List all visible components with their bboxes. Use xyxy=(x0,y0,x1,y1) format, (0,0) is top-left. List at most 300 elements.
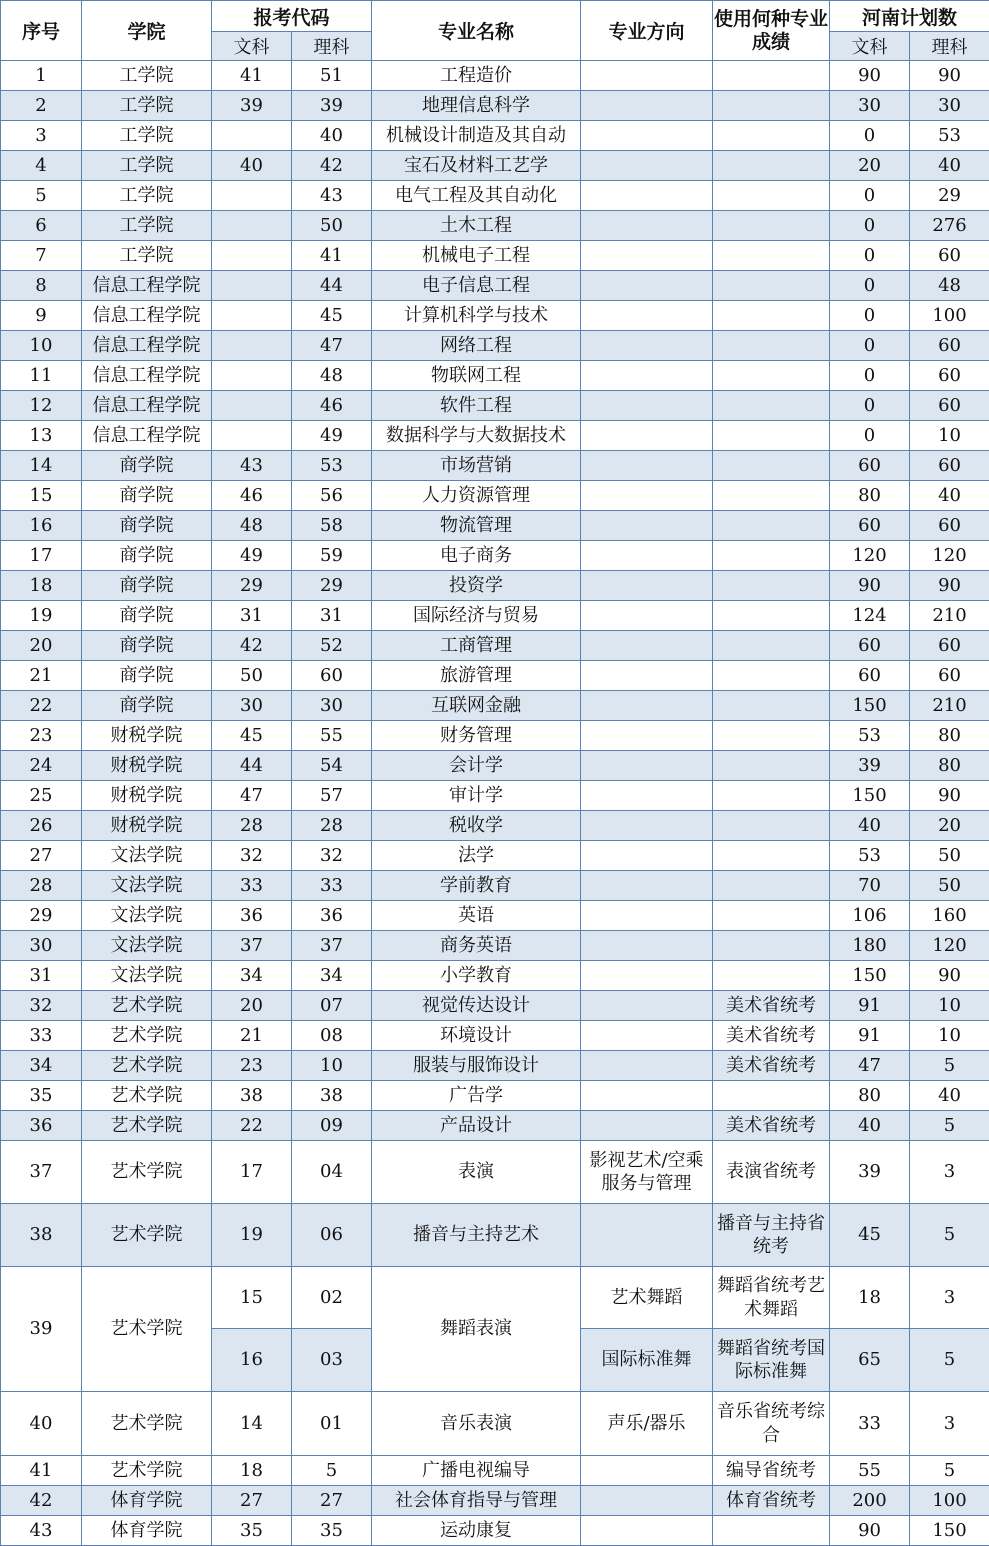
cell-plan-liberal: 0 xyxy=(830,211,910,241)
header-college: 学院 xyxy=(82,1,212,61)
cell-college: 信息工程学院 xyxy=(82,271,212,301)
cell-plan-science: 30 xyxy=(910,91,989,121)
cell-major: 市场营销 xyxy=(372,451,581,481)
cell-plan-liberal: 30 xyxy=(830,91,910,121)
cell-code-science: 03 xyxy=(292,1329,372,1392)
cell-plan-science: 210 xyxy=(910,601,989,631)
cell-plan-liberal: 0 xyxy=(830,391,910,421)
cell-code-liberal: 42 xyxy=(212,631,292,661)
cell-score-type xyxy=(713,901,830,931)
cell-direction xyxy=(581,541,713,571)
cell-major: 工商管理 xyxy=(372,631,581,661)
cell-plan-science: 60 xyxy=(910,511,989,541)
cell-seq: 39 xyxy=(1,1267,82,1392)
table-row xyxy=(1,1486,989,1516)
cell-code-liberal: 46 xyxy=(212,481,292,511)
cell-seq: 12 xyxy=(1,391,82,421)
cell-plan-liberal: 53 xyxy=(830,841,910,871)
cell-major: 小学教育 xyxy=(372,961,581,991)
cell-seq: 23 xyxy=(1,721,82,751)
cell-code-science: 10 xyxy=(292,1051,372,1081)
cell-code-science: 55 xyxy=(292,721,372,751)
cell-score-type xyxy=(713,541,830,571)
cell-major: 财务管理 xyxy=(372,721,581,751)
cell-seq: 42 xyxy=(1,1486,82,1516)
cell-seq: 35 xyxy=(1,1081,82,1111)
cell-plan-science: 100 xyxy=(910,1486,989,1516)
cell-college: 财税学院 xyxy=(82,811,212,841)
cell-code-liberal: 44 xyxy=(212,751,292,781)
table-row xyxy=(1,841,989,871)
cell-seq: 27 xyxy=(1,841,82,871)
cell-code-liberal xyxy=(212,121,292,151)
cell-seq: 1 xyxy=(1,61,82,91)
cell-score-type xyxy=(713,661,830,691)
table-row xyxy=(1,1204,989,1267)
table-row xyxy=(1,481,989,511)
cell-code-science: 58 xyxy=(292,511,372,541)
cell-code-liberal: 28 xyxy=(212,811,292,841)
cell-seq: 17 xyxy=(1,541,82,571)
table-row xyxy=(1,961,989,991)
cell-plan-liberal: 80 xyxy=(830,481,910,511)
cell-direction xyxy=(581,1111,713,1141)
table-row xyxy=(1,1516,989,1546)
cell-code-liberal: 29 xyxy=(212,571,292,601)
cell-major: 电子信息工程 xyxy=(372,271,581,301)
table-row xyxy=(1,631,989,661)
cell-seq: 28 xyxy=(1,871,82,901)
cell-direction xyxy=(581,841,713,871)
cell-direction xyxy=(581,871,713,901)
cell-score-type: 体育省统考 xyxy=(713,1486,830,1516)
cell-code-science: 35 xyxy=(292,1516,372,1546)
cell-seq: 33 xyxy=(1,1021,82,1051)
table-row xyxy=(1,811,989,841)
cell-score-type xyxy=(713,961,830,991)
cell-code-science: 29 xyxy=(292,571,372,601)
cell-major: 社会体育指导与管理 xyxy=(372,1486,581,1516)
cell-direction xyxy=(581,631,713,661)
cell-code-science: 46 xyxy=(292,391,372,421)
cell-score-type xyxy=(713,481,830,511)
cell-code-liberal: 36 xyxy=(212,901,292,931)
cell-code-liberal: 40 xyxy=(212,151,292,181)
cell-plan-liberal: 70 xyxy=(830,871,910,901)
cell-plan-science: 10 xyxy=(910,421,989,451)
cell-seq: 15 xyxy=(1,481,82,511)
cell-direction xyxy=(581,991,713,1021)
cell-direction xyxy=(581,421,713,451)
cell-direction xyxy=(581,1204,713,1267)
cell-direction xyxy=(581,481,713,511)
cell-direction xyxy=(581,1486,713,1516)
cell-college: 艺术学院 xyxy=(82,1204,212,1267)
cell-plan-science: 60 xyxy=(910,361,989,391)
cell-major: 产品设计 xyxy=(372,1111,581,1141)
cell-seq: 7 xyxy=(1,241,82,271)
cell-seq: 16 xyxy=(1,511,82,541)
cell-college: 工学院 xyxy=(82,211,212,241)
header-plan-group: 河南计划数 xyxy=(830,1,989,32)
table-row xyxy=(1,61,989,91)
table-row xyxy=(1,931,989,961)
cell-code-liberal: 18 xyxy=(212,1456,292,1486)
cell-direction xyxy=(581,91,713,121)
cell-college: 信息工程学院 xyxy=(82,361,212,391)
table-row xyxy=(1,451,989,481)
cell-direction xyxy=(581,211,713,241)
table-body xyxy=(1,61,989,1141)
cell-college: 商学院 xyxy=(82,601,212,631)
cell-direction: 声乐/器乐 xyxy=(581,1392,713,1456)
cell-score-type xyxy=(713,1081,830,1111)
table-row xyxy=(1,91,989,121)
cell-direction xyxy=(581,121,713,151)
cell-college: 艺术学院 xyxy=(82,1267,212,1392)
cell-code-science: 52 xyxy=(292,631,372,661)
cell-plan-liberal: 0 xyxy=(830,421,910,451)
cell-college: 商学院 xyxy=(82,511,212,541)
header-code-liberal: 文科 xyxy=(212,32,292,61)
table-row xyxy=(1,1456,989,1486)
cell-seq: 8 xyxy=(1,271,82,301)
table-row xyxy=(1,1081,989,1111)
table-row xyxy=(1,211,989,241)
cell-score-type xyxy=(713,61,830,91)
cell-seq: 11 xyxy=(1,361,82,391)
cell-code-science: 36 xyxy=(292,901,372,931)
cell-code-science: 30 xyxy=(292,691,372,721)
cell-code-liberal: 43 xyxy=(212,451,292,481)
cell-code-liberal: 50 xyxy=(212,661,292,691)
cell-plan-liberal: 39 xyxy=(830,1141,910,1204)
cell-plan-science: 3 xyxy=(910,1392,989,1456)
cell-plan-science: 10 xyxy=(910,1021,989,1051)
cell-score-type xyxy=(713,721,830,751)
cell-major: 软件工程 xyxy=(372,391,581,421)
cell-plan-liberal: 120 xyxy=(830,541,910,571)
cell-major: 互联网金融 xyxy=(372,691,581,721)
cell-major: 学前教育 xyxy=(372,871,581,901)
cell-plan-science: 60 xyxy=(910,331,989,361)
cell-college: 商学院 xyxy=(82,571,212,601)
cell-score-type xyxy=(713,511,830,541)
cell-major: 物联网工程 xyxy=(372,361,581,391)
cell-plan-science: 210 xyxy=(910,691,989,721)
cell-direction xyxy=(581,391,713,421)
cell-code-science: 57 xyxy=(292,781,372,811)
cell-direction xyxy=(581,511,713,541)
cell-code-science: 56 xyxy=(292,481,372,511)
cell-plan-science: 90 xyxy=(910,61,989,91)
cell-direction xyxy=(581,1081,713,1111)
cell-direction xyxy=(581,931,713,961)
cell-seq: 10 xyxy=(1,331,82,361)
cell-seq: 34 xyxy=(1,1051,82,1081)
cell-code-science: 32 xyxy=(292,841,372,871)
cell-seq: 43 xyxy=(1,1516,82,1546)
cell-code-science: 27 xyxy=(292,1486,372,1516)
cell-score-type xyxy=(713,361,830,391)
cell-seq: 24 xyxy=(1,751,82,781)
table-row xyxy=(1,571,989,601)
cell-direction xyxy=(581,1051,713,1081)
cell-plan-science: 60 xyxy=(910,661,989,691)
cell-plan-liberal: 150 xyxy=(830,781,910,811)
cell-score-type xyxy=(713,931,830,961)
cell-code-liberal: 30 xyxy=(212,691,292,721)
cell-direction xyxy=(581,241,713,271)
cell-direction: 国际标准舞 xyxy=(581,1329,713,1392)
cell-college: 艺术学院 xyxy=(82,1141,212,1204)
cell-seq: 6 xyxy=(1,211,82,241)
cell-direction xyxy=(581,751,713,781)
cell-code-science: 37 xyxy=(292,931,372,961)
cell-plan-liberal: 150 xyxy=(830,691,910,721)
cell-plan-science: 53 xyxy=(910,121,989,151)
cell-seq: 40 xyxy=(1,1392,82,1456)
cell-seq: 21 xyxy=(1,661,82,691)
cell-major: 机械设计制造及其自动 xyxy=(372,121,581,151)
cell-plan-liberal: 124 xyxy=(830,601,910,631)
cell-major: 环境设计 xyxy=(372,1021,581,1051)
cell-plan-liberal: 0 xyxy=(830,331,910,361)
cell-plan-science: 60 xyxy=(910,391,989,421)
table-row xyxy=(1,361,989,391)
cell-college: 文法学院 xyxy=(82,931,212,961)
table-row xyxy=(1,601,989,631)
cell-major: 英语 xyxy=(372,901,581,931)
cell-college: 信息工程学院 xyxy=(82,391,212,421)
cell-code-science: 49 xyxy=(292,421,372,451)
cell-major: 计算机科学与技术 xyxy=(372,301,581,331)
cell-major: 工程造价 xyxy=(372,61,581,91)
header-code-science: 理科 xyxy=(292,32,372,61)
cell-college: 文法学院 xyxy=(82,901,212,931)
cell-college: 财税学院 xyxy=(82,751,212,781)
cell-plan-science: 5 xyxy=(910,1329,989,1392)
cell-major: 土木工程 xyxy=(372,211,581,241)
cell-code-liberal: 19 xyxy=(212,1204,292,1267)
cell-plan-liberal: 47 xyxy=(830,1051,910,1081)
cell-code-liberal xyxy=(212,241,292,271)
cell-code-liberal xyxy=(212,211,292,241)
header-score-type: 使用何种专业成绩 xyxy=(713,1,830,61)
cell-score-type xyxy=(713,691,830,721)
cell-major: 旅游管理 xyxy=(372,661,581,691)
cell-code-science: 33 xyxy=(292,871,372,901)
cell-direction xyxy=(581,451,713,481)
table-row xyxy=(1,991,989,1021)
cell-college: 体育学院 xyxy=(82,1516,212,1546)
cell-seq: 29 xyxy=(1,901,82,931)
cell-code-liberal xyxy=(212,361,292,391)
cell-college: 体育学院 xyxy=(82,1486,212,1516)
table-row xyxy=(1,421,989,451)
cell-code-science: 01 xyxy=(292,1392,372,1456)
header-code-group: 报考代码 xyxy=(212,1,372,32)
cell-plan-science: 60 xyxy=(910,241,989,271)
table-row xyxy=(1,301,989,331)
cell-score-type xyxy=(713,91,830,121)
cell-plan-science: 40 xyxy=(910,481,989,511)
cell-plan-science: 40 xyxy=(910,1081,989,1111)
table-row xyxy=(1,241,989,271)
cell-code-science: 09 xyxy=(292,1111,372,1141)
cell-plan-liberal: 53 xyxy=(830,721,910,751)
table-row xyxy=(1,181,989,211)
cell-score-type xyxy=(713,301,830,331)
table-row xyxy=(1,511,989,541)
cell-major: 商务英语 xyxy=(372,931,581,961)
cell-college: 商学院 xyxy=(82,691,212,721)
table-row xyxy=(1,1141,989,1204)
cell-score-type xyxy=(713,331,830,361)
cell-plan-liberal: 0 xyxy=(830,301,910,331)
cell-major: 音乐表演 xyxy=(372,1392,581,1456)
cell-college: 商学院 xyxy=(82,541,212,571)
cell-code-science: 54 xyxy=(292,751,372,781)
cell-direction xyxy=(581,361,713,391)
cell-plan-science: 160 xyxy=(910,901,989,931)
cell-major: 物流管理 xyxy=(372,511,581,541)
table-row xyxy=(1,901,989,931)
cell-college: 艺术学院 xyxy=(82,1456,212,1486)
cell-college: 商学院 xyxy=(82,631,212,661)
cell-plan-science: 120 xyxy=(910,931,989,961)
cell-plan-science: 90 xyxy=(910,781,989,811)
cell-direction xyxy=(581,811,713,841)
cell-plan-science: 100 xyxy=(910,301,989,331)
cell-major: 舞蹈表演 xyxy=(372,1267,581,1392)
cell-seq: 26 xyxy=(1,811,82,841)
cell-plan-liberal: 0 xyxy=(830,361,910,391)
cell-direction xyxy=(581,1456,713,1486)
cell-score-type xyxy=(713,181,830,211)
cell-plan-liberal: 60 xyxy=(830,511,910,541)
cell-code-liberal: 20 xyxy=(212,991,292,1021)
cell-score-type xyxy=(713,421,830,451)
table-row xyxy=(1,871,989,901)
cell-plan-liberal: 60 xyxy=(830,451,910,481)
cell-code-liberal xyxy=(212,271,292,301)
cell-score-type xyxy=(713,601,830,631)
cell-major: 播音与主持艺术 xyxy=(372,1204,581,1267)
cell-code-science: 43 xyxy=(292,181,372,211)
cell-score-type xyxy=(713,151,830,181)
cell-college: 工学院 xyxy=(82,181,212,211)
table-row xyxy=(1,1111,989,1141)
header-plan-liberal: 文科 xyxy=(830,32,910,61)
cell-college: 信息工程学院 xyxy=(82,421,212,451)
cell-code-liberal: 37 xyxy=(212,931,292,961)
cell-seq: 19 xyxy=(1,601,82,631)
cell-score-type xyxy=(713,751,830,781)
cell-plan-liberal: 180 xyxy=(830,931,910,961)
cell-major: 电气工程及其自动化 xyxy=(372,181,581,211)
cell-code-liberal: 38 xyxy=(212,1081,292,1111)
cell-code-science: 50 xyxy=(292,211,372,241)
cell-score-type: 美术省统考 xyxy=(713,991,830,1021)
table-row xyxy=(1,1051,989,1081)
cell-score-type xyxy=(713,871,830,901)
cell-code-liberal: 16 xyxy=(212,1329,292,1392)
cell-code-liberal: 41 xyxy=(212,61,292,91)
cell-direction xyxy=(581,61,713,91)
cell-plan-science: 150 xyxy=(910,1516,989,1546)
cell-plan-liberal: 150 xyxy=(830,961,910,991)
cell-plan-liberal: 18 xyxy=(830,1267,910,1329)
cell-code-liberal: 14 xyxy=(212,1392,292,1456)
cell-code-liberal: 35 xyxy=(212,1516,292,1546)
cell-plan-liberal: 0 xyxy=(830,181,910,211)
cell-plan-liberal: 200 xyxy=(830,1486,910,1516)
cell-direction xyxy=(581,1021,713,1051)
table-body-special xyxy=(1,1141,989,1456)
cell-college: 商学院 xyxy=(82,661,212,691)
cell-plan-liberal: 0 xyxy=(830,121,910,151)
cell-code-liberal xyxy=(212,391,292,421)
cell-major: 人力资源管理 xyxy=(372,481,581,511)
cell-code-liberal xyxy=(212,181,292,211)
cell-major: 地理信息科学 xyxy=(372,91,581,121)
cell-seq: 18 xyxy=(1,571,82,601)
cell-code-science: 44 xyxy=(292,271,372,301)
cell-code-liberal: 33 xyxy=(212,871,292,901)
cell-plan-liberal: 0 xyxy=(830,241,910,271)
cell-code-science: 31 xyxy=(292,601,372,631)
cell-major: 国际经济与贸易 xyxy=(372,601,581,631)
cell-seq: 41 xyxy=(1,1456,82,1486)
cell-plan-science: 60 xyxy=(910,631,989,661)
cell-score-type xyxy=(713,121,830,151)
cell-seq: 5 xyxy=(1,181,82,211)
cell-plan-science: 90 xyxy=(910,571,989,601)
cell-code-liberal: 17 xyxy=(212,1141,292,1204)
cell-major: 数据科学与大数据技术 xyxy=(372,421,581,451)
cell-score-type xyxy=(713,631,830,661)
cell-direction xyxy=(581,781,713,811)
cell-plan-liberal: 60 xyxy=(830,661,910,691)
cell-seq: 38 xyxy=(1,1204,82,1267)
cell-plan-liberal: 40 xyxy=(830,811,910,841)
header-seq: 序号 xyxy=(1,1,82,61)
cell-code-liberal: 34 xyxy=(212,961,292,991)
cell-major: 视觉传达设计 xyxy=(372,991,581,1021)
cell-code-science: 5 xyxy=(292,1456,372,1486)
cell-major: 表演 xyxy=(372,1141,581,1204)
cell-college: 工学院 xyxy=(82,61,212,91)
cell-seq: 36 xyxy=(1,1111,82,1141)
cell-code-liberal xyxy=(212,421,292,451)
cell-plan-science: 60 xyxy=(910,451,989,481)
cell-major: 网络工程 xyxy=(372,331,581,361)
cell-plan-liberal: 39 xyxy=(830,751,910,781)
cell-score-type xyxy=(713,451,830,481)
cell-college: 艺术学院 xyxy=(82,1051,212,1081)
cell-major: 机械电子工程 xyxy=(372,241,581,271)
cell-plan-science: 5 xyxy=(910,1204,989,1267)
cell-score-type: 表演省统考 xyxy=(713,1141,830,1204)
cell-plan-liberal: 20 xyxy=(830,151,910,181)
cell-plan-liberal: 55 xyxy=(830,1456,910,1486)
cell-seq: 9 xyxy=(1,301,82,331)
cell-plan-liberal: 91 xyxy=(830,1021,910,1051)
cell-college: 工学院 xyxy=(82,151,212,181)
table-row xyxy=(1,1267,989,1329)
cell-score-type: 舞蹈省统考国际标准舞 xyxy=(713,1329,830,1392)
